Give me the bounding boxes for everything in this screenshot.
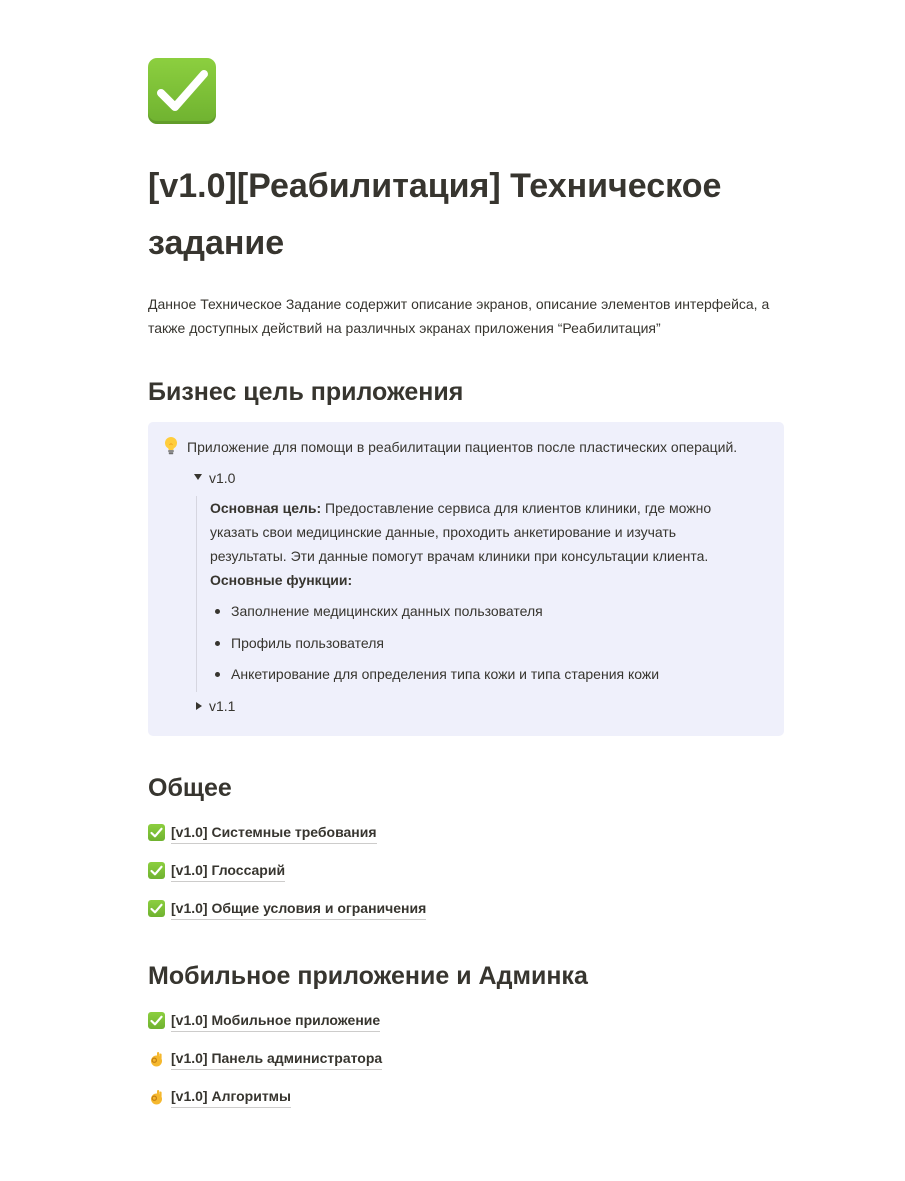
check-mark-button-icon — [148, 900, 165, 917]
main-goal-text: Предоставление сервиса для клиентов клиники, где можно указать свои медицинские данные, проходить анкетирование и изучать результаты. Эти данные помогут врачам клиники при консультации клиента. — [210, 500, 712, 564]
main-goal — [210, 496, 740, 568]
page-link-label[interactable]: [v1.0] Глоссарий — [171, 860, 285, 882]
page-intro: Данное Техническое Задание содержит описание экранов, описание элементов интерфейса, а также доступных действий на различных экранах приложения “Реабилитация” — [148, 296, 770, 336]
toggle-label[interactable]: v1.1 — [209, 698, 236, 714]
page-title: [v1.0][Реабилитация] Техническое задание — [148, 167, 722, 262]
main-functions-label: Основные функции: — [210, 572, 353, 588]
toggle-collapsed-icon[interactable] — [196, 702, 202, 710]
light-bulb-icon — [163, 436, 179, 456]
page-link-label[interactable]: [v1.0] Общие условия и ограничения — [171, 898, 426, 920]
heading-mobile-and-admin: Мобильное приложение и Админка — [148, 962, 588, 990]
check-mark-button-icon — [148, 862, 165, 879]
check-mark-button-icon — [148, 824, 165, 841]
heading-general: Общее — [148, 774, 232, 802]
toggle-label[interactable]: v1.0 — [209, 470, 236, 486]
ok-hand-icon — [148, 1050, 165, 1067]
business-callout — [148, 422, 784, 736]
list-item-text: Профиль пользователя — [231, 635, 384, 651]
page-link-label[interactable]: [v1.0] Панель администратора — [171, 1048, 382, 1070]
heading-business-goal: Бизнес цель приложения — [148, 378, 464, 406]
toggle-v1-0-content — [196, 496, 757, 692]
check-mark-button-icon — [148, 1012, 165, 1029]
bullet-dot — [215, 609, 220, 614]
toggle-expanded-icon[interactable] — [194, 474, 202, 480]
callout-text: Приложение для помощи в реабилитации пациентов после пластических операций. — [187, 439, 738, 455]
bullet-dot — [215, 672, 220, 677]
main-goal-label: Основная цель: — [210, 500, 322, 516]
ok-hand-icon — [148, 1088, 165, 1105]
list-item-text: Заполнение медицинских данных пользователя — [231, 603, 543, 619]
list-item-text: Анкетирование для определения типа кожи и типа старения кожи — [231, 666, 660, 682]
bullet-dot — [215, 641, 220, 646]
check-mark-button-icon[interactable] — [148, 58, 216, 124]
page-link-label[interactable]: [v1.0] Алгоритмы — [171, 1086, 291, 1108]
page-link-label[interactable]: [v1.0] Системные требования — [171, 822, 377, 844]
page-link-label[interactable]: [v1.0] Мобильное приложение — [171, 1010, 380, 1032]
